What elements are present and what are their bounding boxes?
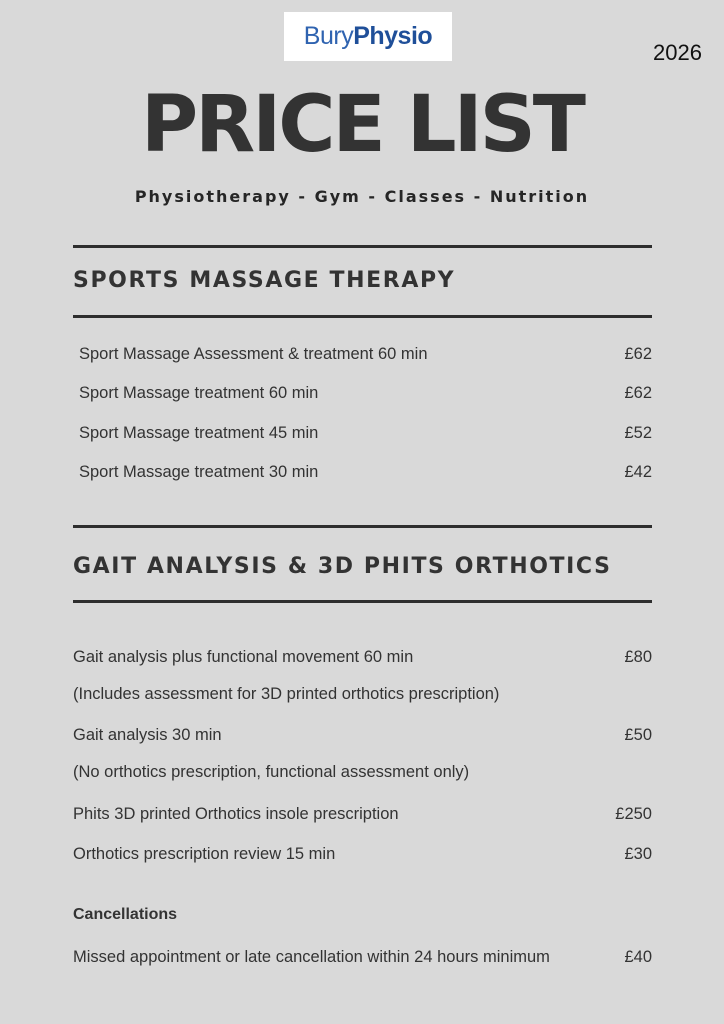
price-row: [79, 421, 652, 445]
service-name: Orthotics prescription review 15 min: [73, 844, 336, 863]
service-note: (Includes assessment for 3D printed orthotics prescription): [73, 685, 500, 703]
service-name: Missed appointment or late cancellation within 24 hours minimum: [73, 947, 550, 966]
price-row: [79, 381, 652, 405]
section-heading-sports-massage: SPORTS MASSAGE THERAPY: [73, 268, 456, 293]
price-row: [73, 723, 652, 747]
service-price: £40: [624, 947, 652, 966]
cancellations-heading: Cancellations: [73, 906, 178, 923]
service-price: £42: [624, 462, 652, 481]
service-name: Gait analysis 30 min: [73, 725, 222, 744]
service-name: Phits 3D printed Orthotics insole prescription: [73, 804, 399, 823]
section-divider: [73, 600, 652, 603]
service-name: Sport Massage treatment 45 min: [79, 423, 319, 442]
price-row: [73, 645, 652, 669]
service-price: £250: [615, 804, 652, 823]
section-divider: [73, 525, 652, 528]
section-divider: [73, 315, 652, 318]
section-heading-gait-analysis: GAIT ANALYSIS & 3D PHITS ORTHOTICS: [73, 554, 612, 579]
bury-physio-logo: [284, 12, 452, 61]
service-name: Sport Massage treatment 60 min: [79, 383, 319, 402]
page-subtitle: Physiotherapy - Gym - Classes - Nutrition: [134, 187, 590, 206]
price-row: [73, 945, 652, 969]
service-note: (No orthotics prescription, functional assessment only): [73, 763, 470, 781]
service-price: £30: [624, 844, 652, 863]
price-row: [73, 842, 652, 866]
service-name: Sport Massage Assessment & treatment 60 min: [79, 344, 428, 363]
price-row: [79, 460, 652, 484]
service-price: £62: [624, 383, 652, 402]
service-name: Sport Massage treatment 30 min: [79, 462, 319, 481]
page-title: PRICE LIST: [140, 80, 584, 170]
price-row: [73, 802, 652, 826]
service-name: Gait analysis plus functional movement 60 min: [73, 647, 414, 666]
logo-text-bury: Bury: [303, 22, 354, 50]
service-price: £50: [624, 725, 652, 744]
logo-text-physio: Physio: [353, 22, 433, 50]
section-divider: [73, 245, 652, 248]
service-price: £52: [624, 423, 652, 442]
service-price: £62: [624, 344, 652, 363]
year-label: 2026: [653, 40, 702, 65]
service-price: £80: [624, 647, 652, 666]
price-row: [79, 342, 652, 366]
